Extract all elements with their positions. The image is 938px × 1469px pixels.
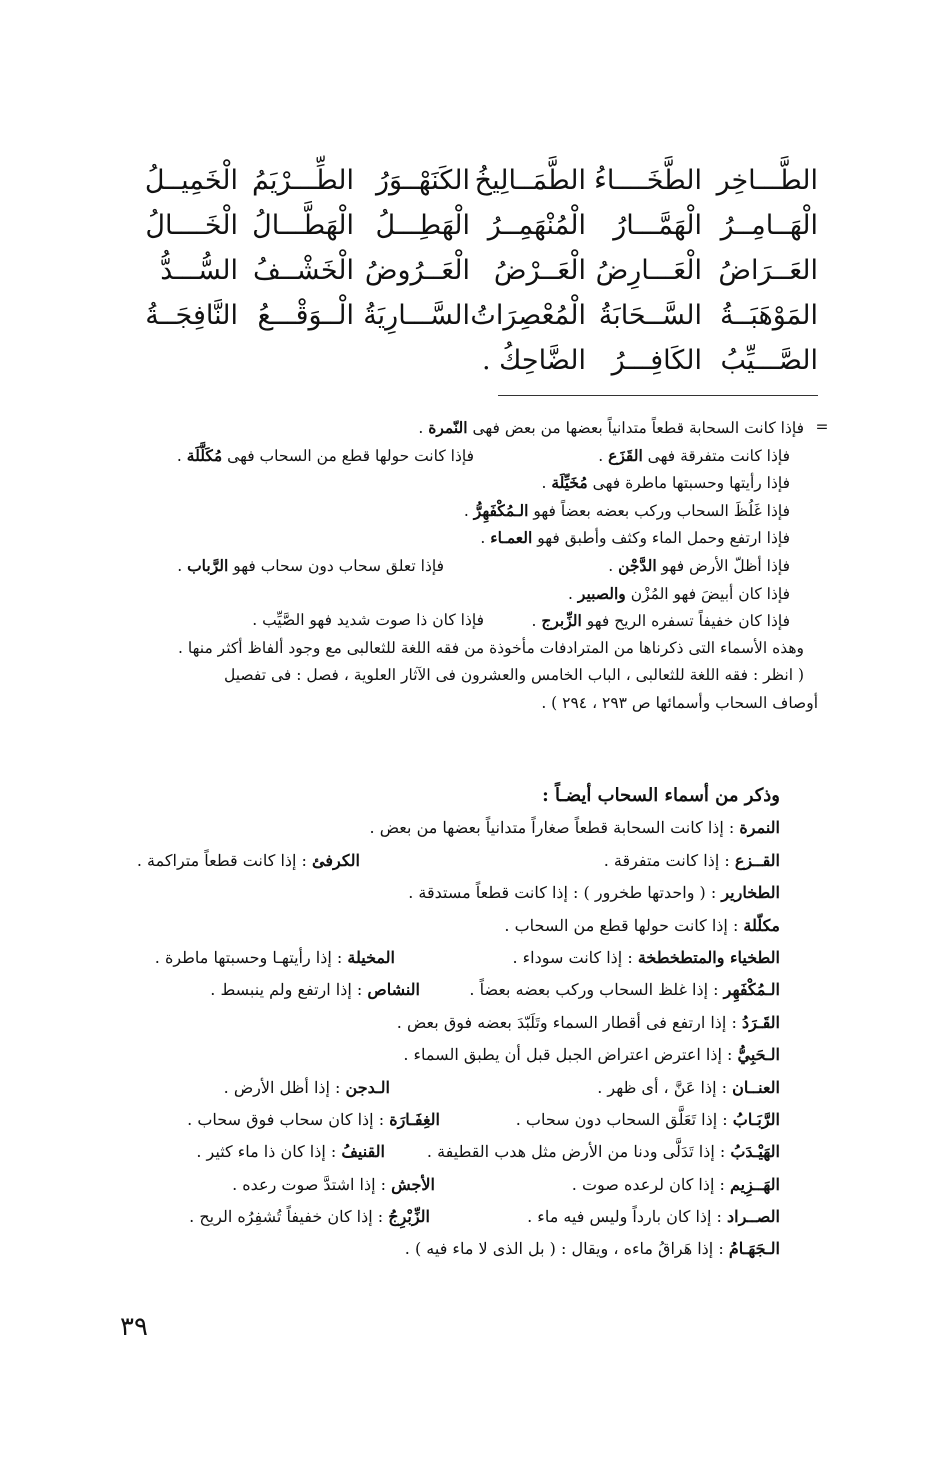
- definition-text: : إذا كانت سوداء .: [512, 947, 638, 967]
- definition-term: الهَيْـدَبُ: [730, 1142, 780, 1162]
- footnote-text-second: [177, 442, 474, 471]
- footnote-term: الـمُكْفَهِرُّ: [473, 500, 529, 520]
- definition-term: الكرفئ: [312, 850, 360, 870]
- definition-text: : إذا كان ذا ماء كثير .: [196, 1142, 342, 1162]
- footnote-term: الزِّبرج: [541, 611, 582, 631]
- definition-term: القــزع: [734, 850, 780, 870]
- definition-line: [124, 1007, 780, 1039]
- word-grid-cell: السُّـــدُّ: [160, 255, 238, 286]
- definition-term: الـدجن: [345, 1077, 390, 1097]
- word-grid-cell: الطَّـــاخِر: [716, 165, 818, 196]
- footnote-segment: فإذا كانت متفرقة فهى: [642, 446, 790, 465]
- definition-entry: [504, 910, 780, 942]
- definition-entry: [527, 1201, 780, 1233]
- definition-text: : إذا تَعَلَّق السحاب دون سحاب .: [515, 1109, 733, 1129]
- definition-line: [124, 1072, 780, 1104]
- synonym-word-grid: [118, 158, 818, 383]
- footnote-line: [124, 414, 829, 442]
- definition-entry-second: [232, 1169, 435, 1201]
- definition-entry: [370, 812, 780, 844]
- footnote-line: [124, 580, 804, 608]
- definition-term: الـمُكْفَهِر: [723, 980, 780, 1000]
- definition-line: [124, 1136, 780, 1168]
- definition-line: [124, 942, 780, 974]
- footnote-text: [480, 524, 790, 553]
- definition-entry-second: [224, 1072, 390, 1104]
- footnote-text: [598, 442, 790, 471]
- footnote-term: والصبير: [577, 583, 626, 603]
- footnote-line: [124, 497, 804, 525]
- footnote-term: الدَّجْن: [618, 555, 657, 575]
- footnote-text: [224, 662, 804, 690]
- footnote-term: مُخَيِّلَة: [551, 473, 588, 493]
- word-grid-cell: الْمُعْصِرَاتُ: [470, 300, 586, 331]
- definition-text: : إذا تَدَلَّى ودنا من الأرض مثل هدب القطيفة .: [426, 1142, 731, 1162]
- definitions-block: [124, 780, 780, 1266]
- footnote-term: النّمرة: [428, 418, 468, 437]
- footnote-line: [124, 635, 804, 663]
- word-grid-cell: الْعَــرُوضُ: [364, 255, 470, 286]
- definitions-heading: وذكر من أسماء السحاب أيضـاً :: [542, 785, 780, 806]
- definition-text: : إذا كان خفيفاً تُشفِرُه الريح .: [189, 1207, 389, 1227]
- word-grid-cell: الْعَـــارِضُ: [595, 255, 702, 286]
- footnote-text: [608, 552, 790, 581]
- definition-text: : إذا ارتفع ولم ينبسط .: [210, 980, 368, 1000]
- definition-text: : إذا رأيتهـا وحسبتها ماطرة .: [154, 947, 348, 967]
- definition-line: [124, 1104, 780, 1136]
- footnote-segment: .: [608, 556, 619, 575]
- definition-line: [124, 812, 780, 844]
- word-grid-cell: الْهَطِـــلُ: [375, 210, 470, 241]
- footnote-line: [124, 607, 804, 635]
- word-grid-cell: النَّافِجَــةُ: [145, 300, 238, 331]
- definition-term: المخيلة: [347, 947, 395, 967]
- footnote-text: [532, 607, 790, 636]
- page-number: ٣٩: [120, 1312, 148, 1342]
- definition-entry: [408, 877, 780, 909]
- footnote-term: العمـاء: [490, 528, 533, 548]
- definition-line: [124, 845, 780, 877]
- footnote-segment: .: [480, 529, 491, 548]
- definition-entry: [512, 942, 780, 974]
- footnote-segment: .: [598, 446, 609, 465]
- definition-entry-second: [155, 942, 395, 974]
- definition-entry: [403, 1039, 780, 1071]
- footnote-block: [124, 414, 829, 718]
- footnote-text-second: [177, 552, 444, 581]
- word-grid-cell: الْهَــامِــرُ: [720, 210, 818, 241]
- definition-text: : إذا كانت السحابة قطعاً صغاراً متدانياً بعضها من بعض .: [369, 818, 740, 838]
- footnote-text: [464, 497, 790, 526]
- footnote-segment: أوصاف السحاب وأسمائها ص ٢٩٣ ، ٢٩٤ ) .: [541, 693, 818, 712]
- definition-line: [124, 1169, 780, 1201]
- definition-text: : إذا أظل الأرض .: [223, 1077, 346, 1097]
- word-grid-cell: الضَّاحِكُ .: [482, 345, 586, 376]
- definition-text: : إذا كان لرعده صوت .: [571, 1174, 730, 1194]
- word-grid-cell: الطَّخَــــاءُ: [594, 165, 702, 196]
- footnote-segment: فإذا كانت السحابة قطعاً متدانياً بعضها من بعض فهى: [467, 419, 804, 437]
- footnote-segment: فإذا ارتفع وحمل الماء وكثف وأطبق فهو: [532, 529, 790, 548]
- footnote-term: الرَّباب: [187, 555, 229, 575]
- definition-entry: [427, 1136, 780, 1168]
- definition-term: القنيفُ: [341, 1142, 385, 1162]
- definition-entry-second: [196, 1136, 385, 1168]
- definition-entry: [597, 1072, 780, 1104]
- footnote-separator: [498, 395, 818, 396]
- definition-line: [124, 1201, 780, 1233]
- definition-entry: [405, 1233, 780, 1265]
- footnote-line: [124, 662, 804, 690]
- word-grid-cell: الطِّـــرْيَمُ: [252, 165, 354, 196]
- definition-line: [124, 974, 780, 1006]
- word-grid-row: [118, 203, 818, 248]
- definition-text: : إذا اشتدَّ صوت رعده .: [232, 1174, 392, 1194]
- footnote-segment: وهذه الأسماء التى ذكرناها من المترادفات مأخوذة من فقه اللغة للثعالبى مع وجود ألفاظ أكثر منها .: [178, 638, 804, 657]
- footnote-segment: فإذا غَلُظَ السحاب وركب بعضه بعضاً فهو: [528, 501, 790, 520]
- definition-entry: [516, 1104, 780, 1136]
- word-grid-cell: الطَّمَــالِيخُ: [474, 165, 586, 196]
- definition-text: : إذا كانت حولها قطع من السحاب .: [504, 915, 744, 935]
- footnote-segment: فإذا كان أبيضَ فهو المُزْن: [625, 584, 790, 603]
- definition-term: الأجش: [391, 1174, 435, 1194]
- definition-text: : إذا كانت متفرقة .: [603, 850, 735, 870]
- footnote-text: [418, 414, 804, 443]
- word-grid-cell: العَــرَاضُ: [718, 255, 818, 286]
- footnote-marker: =: [815, 418, 829, 436]
- definition-entry-second: [137, 845, 360, 877]
- definition-term: العنــان: [732, 1077, 780, 1097]
- word-grid-cell: الكَافِـــرُ: [611, 345, 702, 376]
- footnote-text: [541, 690, 818, 718]
- definition-term: الطخياء والمتطخطخة: [637, 947, 780, 967]
- word-grid-cell: الْعَــرْضُ: [493, 255, 586, 286]
- footnote-line: [124, 552, 804, 580]
- definition-term: الهَــزِيم: [730, 1174, 780, 1194]
- footnote-segment: فإذا كان خفيفاً تسفره الريح فهو: [581, 612, 790, 631]
- definition-term: الغِفَـارَة: [389, 1109, 440, 1129]
- definition-line: [124, 1233, 780, 1265]
- definition-text: : إذا كان سحاب فوق سحاب .: [187, 1109, 390, 1129]
- definition-text: : إذا عَنَّ ، أى ظهر .: [597, 1077, 733, 1097]
- word-grid-cell: الْهَمَّـــارُ: [613, 210, 702, 241]
- footnote-term: القَزَع: [608, 445, 643, 465]
- footnote-line: [124, 469, 804, 497]
- footnote-segment: .: [463, 501, 474, 520]
- definition-term: النشاص: [367, 980, 420, 1000]
- word-grid-row: [118, 248, 818, 293]
- word-grid-cell: الْــوَقْـــعُ: [257, 300, 354, 331]
- footnote-segment: فإذا أظلّ الأرض فهو: [656, 556, 790, 575]
- definition-line: [124, 1039, 780, 1071]
- word-grid-cell: الصَّـــيِّبُ: [720, 345, 818, 376]
- definition-term: الـجَهَـامُ: [728, 1239, 780, 1259]
- word-grid-cell: السَّــحَابَةُ: [598, 300, 702, 331]
- definition-entry-second: [210, 974, 420, 1006]
- footnote-term: مُكَلَّلَة: [186, 445, 223, 465]
- definition-term: النمرة: [739, 818, 780, 838]
- definition-term: مكلّلة: [743, 915, 780, 935]
- definition-text: : إذا هَراقُ ماءه ، ويقال : ( بل الذى لا ماء فيه ) .: [404, 1239, 729, 1259]
- word-grid-cell: الكَنَهْــوَرُ: [375, 165, 470, 196]
- word-grid-cell: الْخَمِيــلُ: [144, 165, 238, 196]
- footnote-segment: ( انظر : فقه اللغة للثعالبى ، الباب الخامس والعشرون فى الآثار العلوية ، فصل : فى تفصيل: [224, 666, 804, 685]
- footnote-segment: فإذا تعلق سحاب دون سحاب فهو: [228, 556, 444, 575]
- footnote-segment: .: [418, 419, 429, 437]
- definition-text: : ( واحدتها طخرور ) : إذا كانت قطعاً مستدقة .: [408, 883, 722, 903]
- definition-entry-second: [189, 1201, 430, 1233]
- definition-text: : إذا كان بارداً وليس فيه ماء .: [527, 1207, 728, 1227]
- footnote-text: [541, 469, 790, 498]
- word-grid-cell: المَوْهَبَــةُ: [720, 300, 818, 331]
- definition-entry-second: [187, 1104, 440, 1136]
- definition-term: الرَّبَـابُ: [732, 1109, 780, 1129]
- definition-entry: [469, 974, 780, 1006]
- footnote-segment: .: [568, 584, 578, 603]
- word-grid-row: [118, 293, 818, 338]
- footnote-line: [124, 442, 804, 470]
- footnote-text: [178, 635, 804, 663]
- definition-entry: [397, 1007, 780, 1039]
- definition-line: [124, 910, 780, 942]
- definition-entry: [572, 1169, 780, 1201]
- word-grid-cell: الْخَــــالُ: [145, 210, 238, 241]
- footnote-line: [124, 524, 804, 552]
- definition-entry: [604, 845, 780, 877]
- definition-term: الطخارير: [721, 883, 780, 903]
- definition-term: الزِّبْرِجُ: [388, 1207, 430, 1227]
- definition-text: : إذا غلظ السحاب وركب بعضه بعضاً .: [469, 980, 724, 1000]
- definition-term: القَـرَدُ: [741, 1012, 780, 1032]
- footnote-segment: فإذا كانت حولها قطع من السحاب فهى: [222, 446, 474, 465]
- footnote-segment: .: [541, 474, 552, 493]
- footnote-segment: فإذا رأيتها وحسبتها ماطرة فهى: [587, 474, 790, 493]
- footnote-line: [124, 690, 818, 718]
- definition-line: [124, 877, 780, 909]
- definition-text: : إذا اعترض اعتراض الجبل قبل أن يطبق السماء .: [403, 1045, 738, 1065]
- word-grid-cell: الْمُنْهَمِــرُ: [487, 210, 586, 241]
- word-grid-row: [118, 158, 818, 203]
- definition-term: الصــراد: [727, 1207, 780, 1227]
- definition-term: الـحَبِيُّ: [737, 1045, 780, 1065]
- definition-text: : إذا ارتفع فى أقطار السماء وتَلَبّدَ بعضه فوق بعض .: [396, 1012, 742, 1032]
- word-grid-cell: الْخَشْــفُ: [252, 255, 354, 286]
- footnote-text: [568, 580, 790, 609]
- word-grid-row: [118, 338, 818, 383]
- footnote-segment: .: [177, 556, 188, 575]
- definition-text: : إذا كانت قطعاً متراكمة .: [136, 850, 313, 870]
- footnote-segment: .: [531, 612, 542, 631]
- word-grid-cell: الْهَطَّـــالُ: [252, 210, 354, 241]
- footnote-segment: .: [176, 446, 187, 465]
- footnote-segment: فإذا كان ذا صوت شديد فهو الصَّيِّب .: [252, 611, 484, 630]
- word-grid-cell: السَّـــارِيَةُ: [363, 300, 470, 331]
- footnote-text-second: [252, 607, 484, 635]
